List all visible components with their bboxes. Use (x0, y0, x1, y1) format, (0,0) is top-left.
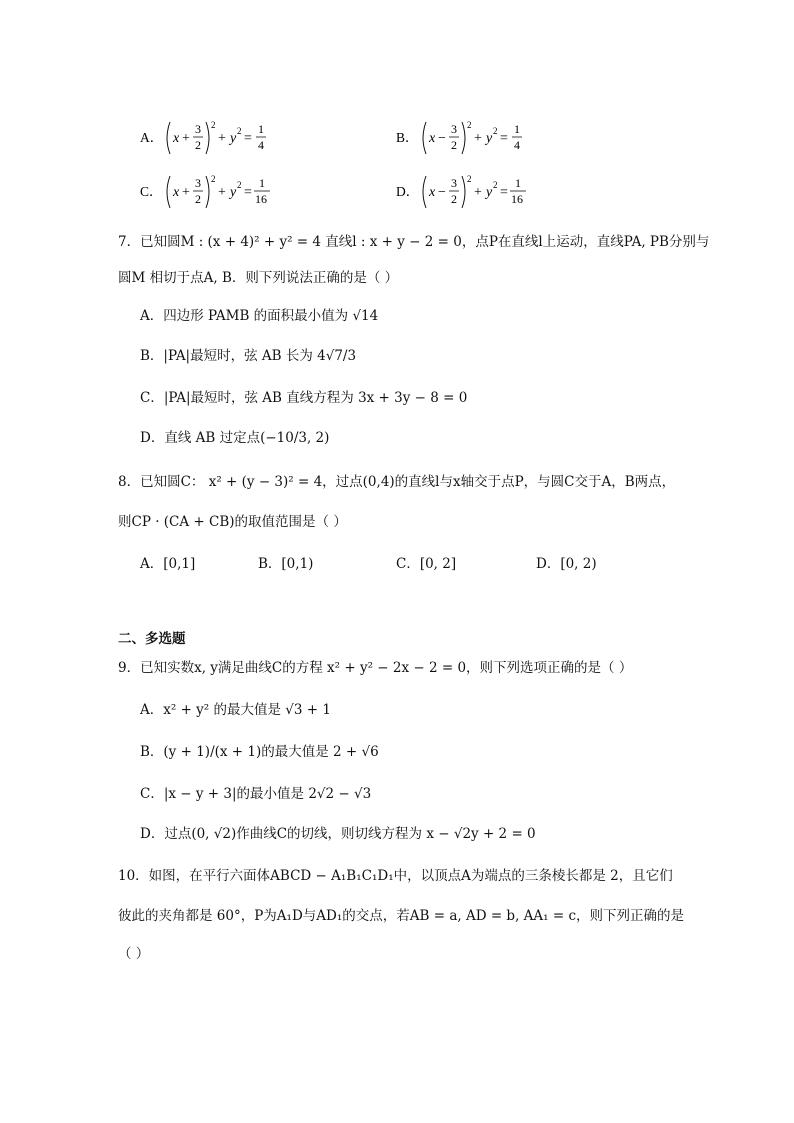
q10-stem-line2: 彼此的夹角都是 60°，P为A₁D与AD₁的交点，若AB = a, AD = b, AA₁ = c，则下列正确的是 (118, 908, 685, 924)
q8-option-c: C．[0, 2] (396, 556, 457, 572)
svg-text:2: 2 (493, 126, 498, 136)
svg-text:2: 2 (237, 180, 242, 190)
svg-text:3: 3 (451, 122, 457, 136)
q7-stem-line1: 7．已知圆M : (x + 4)² + y² = 4 直线l : x + y − 2 = 0，点P在直线l上运动，直线PA, PB分别与 (118, 234, 710, 250)
q7-stem-line2: 圆M 相切于点A, B．则下列说法正确的是（ ） (118, 270, 399, 286)
svg-text:y: y (230, 185, 237, 200)
svg-text:+: + (474, 185, 482, 200)
svg-text:2: 2 (237, 126, 242, 136)
svg-text:4: 4 (514, 138, 520, 152)
q6-option-a (140, 118, 280, 164)
svg-text:2: 2 (451, 138, 457, 152)
svg-text:2: 2 (451, 192, 457, 206)
svg-text:+: + (474, 131, 482, 146)
q6-option-a-formula (140, 118, 280, 158)
q9-stem-line1: 9．已知实数x, y满足曲线C的方程 x² + y² − 2x − 2 = 0，则下列选项正确的是（ ） (118, 660, 633, 676)
q8-stem-line2: 则CP · (CA + CB)的取值范围是（ ） (118, 514, 347, 530)
svg-text:2: 2 (467, 174, 472, 184)
q6-option-d-formula (396, 172, 536, 212)
q6-option-b-formula (396, 118, 536, 158)
q8-option-a: A．[0,1] (140, 556, 196, 572)
q10-stem-line1: 10．如图，在平行六面体ABCD − A₁B₁C₁D₁中，以顶点A为端点的三条棱长都是 2，且它们 (118, 868, 673, 884)
svg-text:C．: C． (140, 184, 163, 199)
q9-option-d: D．过点(0, √2)作曲线C的切线，则切线方程为 x − √2y + 2 = 0 (140, 826, 536, 842)
svg-text:=: = (244, 131, 252, 146)
svg-text:=: = (500, 131, 508, 146)
svg-text:1: 1 (514, 122, 520, 136)
svg-text:x: x (429, 131, 436, 146)
svg-text:16: 16 (255, 192, 267, 206)
q7-option-d: D．直线 AB 过定点(−10/3, 2) (140, 430, 330, 446)
svg-text:+: + (218, 185, 226, 200)
svg-text:+: + (182, 131, 190, 146)
svg-text:3: 3 (451, 176, 457, 190)
svg-text:4: 4 (258, 138, 264, 152)
svg-text:B．: B． (396, 130, 419, 145)
svg-text:2: 2 (195, 192, 201, 206)
svg-text:3: 3 (195, 122, 201, 136)
svg-text:2: 2 (195, 138, 201, 152)
q7-option-a: A．四边形 PAMB 的面积最小值为 √14 (140, 308, 379, 324)
q6-option-d (396, 172, 536, 218)
svg-text:=: = (244, 185, 252, 200)
q9-option-a: A．x² + y² 的最大值是 √3 + 1 (140, 702, 331, 718)
svg-text:x: x (173, 185, 180, 200)
svg-text:−: − (438, 131, 446, 146)
svg-text:3: 3 (195, 176, 201, 190)
svg-text:+: + (218, 131, 226, 146)
svg-text:16: 16 (511, 192, 523, 206)
q9-option-b: B．(y + 1)/(x + 1)的最大值是 2 + √6 (140, 744, 379, 760)
q7-option-c: C．|PA|最短时，弦 AB 直线方程为 3x + 3y − 8 = 0 (140, 390, 468, 406)
q6-option-c (140, 172, 280, 218)
svg-text:A．: A． (140, 130, 164, 145)
svg-text:−: − (438, 185, 446, 200)
svg-text:1: 1 (259, 176, 265, 190)
q8-stem-line1: 8．已知圆C： x² + (y − 3)² = 4，过点(0,4)的直线l与x轴交于点P，与圆C交于A，B两点， (118, 474, 676, 490)
q6-option-c-formula (140, 172, 280, 212)
svg-text:2: 2 (467, 120, 472, 130)
q10-stem-line3: （ ） (118, 946, 150, 962)
svg-text:x: x (173, 131, 180, 146)
q8-option-d: D．[0, 2) (536, 556, 597, 572)
q8-option-b: B．[0,1) (258, 556, 314, 572)
svg-text:2: 2 (493, 180, 498, 190)
section-heading-multiple-choice: 二、多选题 (118, 631, 186, 647)
q7-option-b: B．|PA|最短时，弦 AB 长为 4√7/3 (140, 348, 357, 364)
svg-text:=: = (500, 185, 508, 200)
svg-text:y: y (486, 131, 493, 146)
svg-text:2: 2 (211, 174, 216, 184)
svg-text:D．: D． (396, 184, 420, 199)
q6-option-b (396, 118, 536, 164)
svg-text:1: 1 (515, 176, 521, 190)
q9-option-c: C．|x − y + 3|的最小值是 2√2 − √3 (140, 786, 372, 802)
svg-text:2: 2 (211, 120, 216, 130)
svg-text:y: y (486, 185, 493, 200)
svg-text:+: + (182, 185, 190, 200)
svg-text:1: 1 (258, 122, 264, 136)
svg-text:x: x (429, 185, 436, 200)
svg-text:y: y (230, 131, 237, 146)
